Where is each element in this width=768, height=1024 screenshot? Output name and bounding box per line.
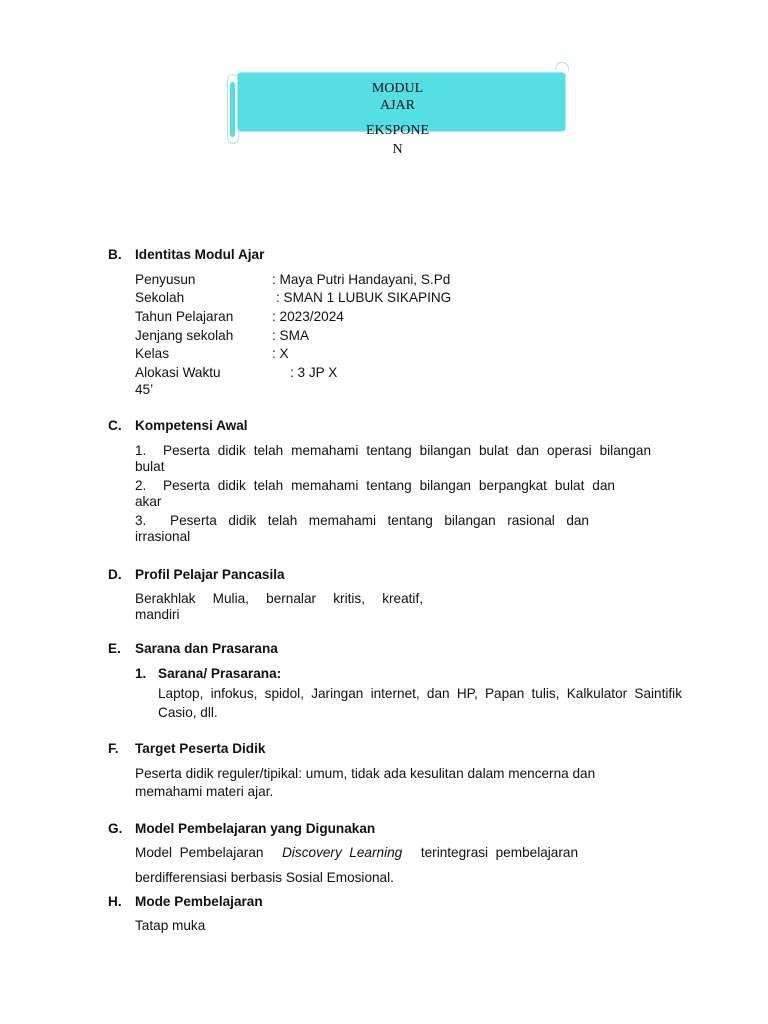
kompetensi-3-text-cont: irrasional bbox=[135, 529, 191, 544]
identitas-value-alokasi: : 3 JP X bbox=[290, 365, 338, 380]
model-text-italic: Discovery Learning bbox=[282, 845, 403, 860]
kompetensi-2-text: Peserta didik telah memahami tentang bilangan berpangkat bulat dan bbox=[163, 478, 615, 493]
banner-line-1: MODUL bbox=[371, 81, 424, 96]
identitas-value-penyusun: : Maya Putri Handayani, S.Pd bbox=[272, 272, 451, 287]
section-g-letter: G. bbox=[108, 821, 123, 836]
profil-text-cont: mandiri bbox=[135, 607, 180, 622]
identitas-value-jenjang: : SMA bbox=[272, 328, 310, 343]
profil-text: Berakhlak Mulia, bernalar kritis, kreatif, bbox=[135, 591, 423, 606]
model-line-2: berdifferensiasi berbasis Sosial Emosional. bbox=[135, 870, 394, 885]
kompetensi-2-number: 2. bbox=[135, 478, 147, 493]
kompetensi-1-number: 1. bbox=[135, 443, 147, 458]
model-line-1 bbox=[135, 845, 578, 860]
identitas-value-kelas: : X bbox=[272, 346, 289, 361]
kompetensi-3-text: Peserta didik telah memahami tentang bilangan rasional dan bbox=[170, 513, 589, 528]
kompetensi-1-text: Peserta didik telah memahami tentang bilangan bulat dan operasi bilangan bbox=[163, 443, 651, 458]
section-h-title: Mode Pembelajaran bbox=[135, 894, 263, 909]
section-h-letter: H. bbox=[108, 894, 122, 909]
target-text: Peserta didik reguler/tipikal: umum, tidak ada kesulitan dalam mencerna dan bbox=[135, 766, 596, 781]
identitas-alokasi-continuation: 45’ bbox=[135, 382, 154, 397]
model-text-pre: Model Pembelajaran bbox=[135, 845, 264, 860]
section-c-title: Kompetensi Awal bbox=[135, 418, 248, 433]
banner-line-2: AJAR bbox=[379, 98, 415, 113]
section-e-letter: E. bbox=[108, 641, 121, 656]
identitas-value-tahun: : 2023/2024 bbox=[272, 309, 344, 324]
identitas-label-alokasi: Alokasi Waktu bbox=[135, 365, 221, 380]
identitas-label-sekolah: Sekolah bbox=[135, 290, 185, 305]
section-d-title: Profil Pelajar Pancasila bbox=[135, 567, 285, 582]
section-c-letter: C. bbox=[108, 418, 122, 433]
sarana-text-cont: Casio, dll. bbox=[158, 705, 218, 720]
section-f-letter: F. bbox=[108, 741, 119, 756]
sarana-sub-number: 1. bbox=[135, 666, 147, 681]
kompetensi-2-text-cont: akar bbox=[135, 494, 162, 509]
identitas-value-sekolah: : SMAN 1 LUBUK SIKAPING bbox=[276, 290, 452, 305]
mode-text: Tatap muka bbox=[135, 918, 206, 933]
section-d-letter: D. bbox=[108, 567, 122, 582]
identitas-label-jenjang: Jenjang sekolah bbox=[135, 328, 234, 343]
section-b-title: Identitas Modul Ajar bbox=[135, 247, 265, 262]
section-e-title: Sarana dan Prasarana bbox=[135, 641, 278, 656]
kompetensi-1-text-cont: bulat bbox=[135, 459, 165, 474]
sarana-sub-title: Sarana/ Prasarana: bbox=[158, 666, 282, 681]
banner-scroll-roll-fill bbox=[230, 82, 235, 137]
section-g-title: Model Pembelajaran yang Digunakan bbox=[135, 821, 376, 836]
identitas-label-tahun: Tahun Pelajaran bbox=[135, 309, 234, 324]
section-f-title: Target Peserta Didik bbox=[135, 741, 266, 756]
identitas-label-kelas: Kelas bbox=[135, 346, 170, 361]
banner-line-3: EKSPONE bbox=[365, 123, 429, 138]
banner-scroll-curl-top bbox=[555, 62, 569, 71]
section-b-letter: B. bbox=[108, 247, 122, 262]
sarana-text: Laptop, infokus, spidol, Jaringan internet, dan HP, Papan tulis, Kalkulator Saintifik bbox=[158, 686, 682, 701]
banner-line-4: N bbox=[392, 142, 403, 157]
target-text-cont: memahami materi ajar. bbox=[135, 784, 274, 799]
identitas-label-penyusun: Penyusun bbox=[135, 272, 196, 287]
kompetensi-3-number: 3. bbox=[135, 513, 147, 528]
model-text-post: terintegrasi pembelajaran bbox=[420, 845, 578, 860]
